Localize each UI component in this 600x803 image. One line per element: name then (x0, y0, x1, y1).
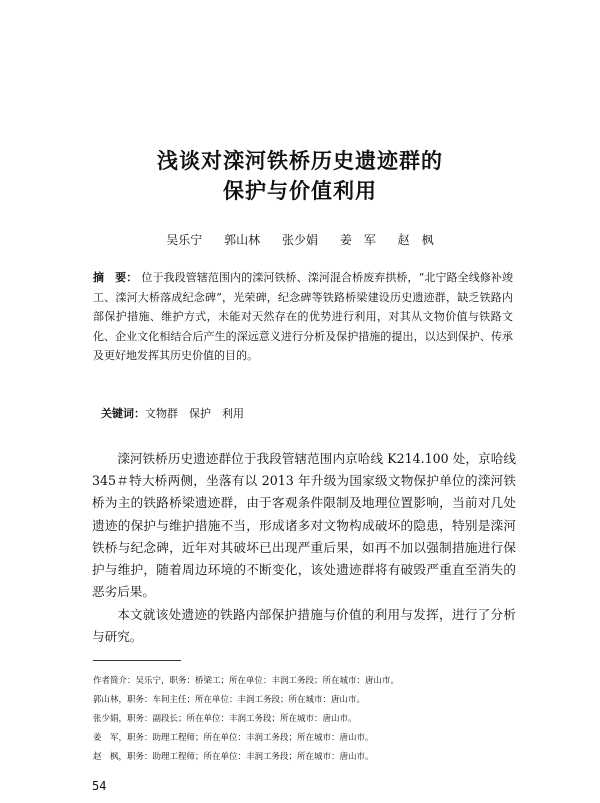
author-footnotes (93, 672, 513, 767)
footnote-item: 张少娟，职务：副段长；所在单位：丰润工务段；所在城市：唐山市。 (93, 714, 357, 724)
abstract-text: 位于我段管辖范围内的滦河铁桥、滦河混合桥废弃拱桥，“北宁路全线修补竣工、滦河大桥落成纪念碑”，光荣碑，纪念碑等铁路桥梁建设历史遗迹群，缺乏铁路内部保护措施、维护方式，未能对天然存在的优势进行利用，对其从文物价值与铁路文化、企业文化相结合后产生的深远意义进行分析及保护措施的提出，以达到保护、传承及更好地发挥其历史价值的目的。 (93, 271, 514, 363)
author-name: 姜 军 (339, 233, 376, 247)
paper-title-line-1: 浅谈对滦河铁桥历史遗迹群的 (157, 149, 443, 173)
author-list (0, 231, 600, 248)
keywords (101, 405, 244, 421)
abstract (93, 268, 513, 366)
author-name: 郭山林 (224, 233, 261, 247)
body-paragraph-1: 滦河铁桥历史遗迹群位于我段管辖范围内京哈线 K214.100 处，京哈线 345＃特大桥两侧，坐落有以 2013 年升级为国家级文物保护单位的滦河铁桥为主的铁路桥梁遗迹群，由于客观条件限制及地理位置影响，当前对几处遗迹的保护与维护措施不当，形成诸多对文物构成破坏的隐患，特别是滦河铁桥与纪念碑，近年对其破坏已出现严重后果，如再不加以强制措施进行保护与维护，随着周边环境的不断变化，该处遗迹群将有破毁严重直至消失的恶劣后果。 (92, 451, 516, 600)
author-name: 张少娟 (281, 233, 318, 247)
footnote-item: 郭山林，职务：车间主任；所在单位：丰润工务段；所在城市：唐山市。 (93, 695, 366, 705)
keywords-label: 关键词： (101, 407, 145, 420)
footnote-item: 赵 枫，职务：助理工程师；所在单位：丰润工务段；所在城市：唐山市。 (93, 752, 374, 762)
abstract-label: 摘 要： (93, 271, 138, 284)
paper-title-line-2: 保护与价值利用 (223, 179, 377, 203)
author-name: 赵 枫 (397, 233, 434, 247)
footnote-item: 作者简介：吴乐宁，职务：桥梁工；所在单位：丰润工务段；所在城市：唐山市。 (93, 676, 400, 686)
author-name: 吴乐宁 (166, 233, 203, 247)
footnote-divider (93, 660, 181, 661)
keywords-text: 文物群 保护 利用 (145, 407, 244, 420)
footnote-item: 姜 军，职务：助理工程师；所在单位：丰润工务段；所在城市：唐山市。 (93, 733, 374, 743)
body-paragraph-2: 本文就该处遗迹的铁路内部保护措施与价值的利用与发挥，进行了分析与研究。 (92, 607, 516, 645)
page-number: 54 (92, 779, 107, 793)
